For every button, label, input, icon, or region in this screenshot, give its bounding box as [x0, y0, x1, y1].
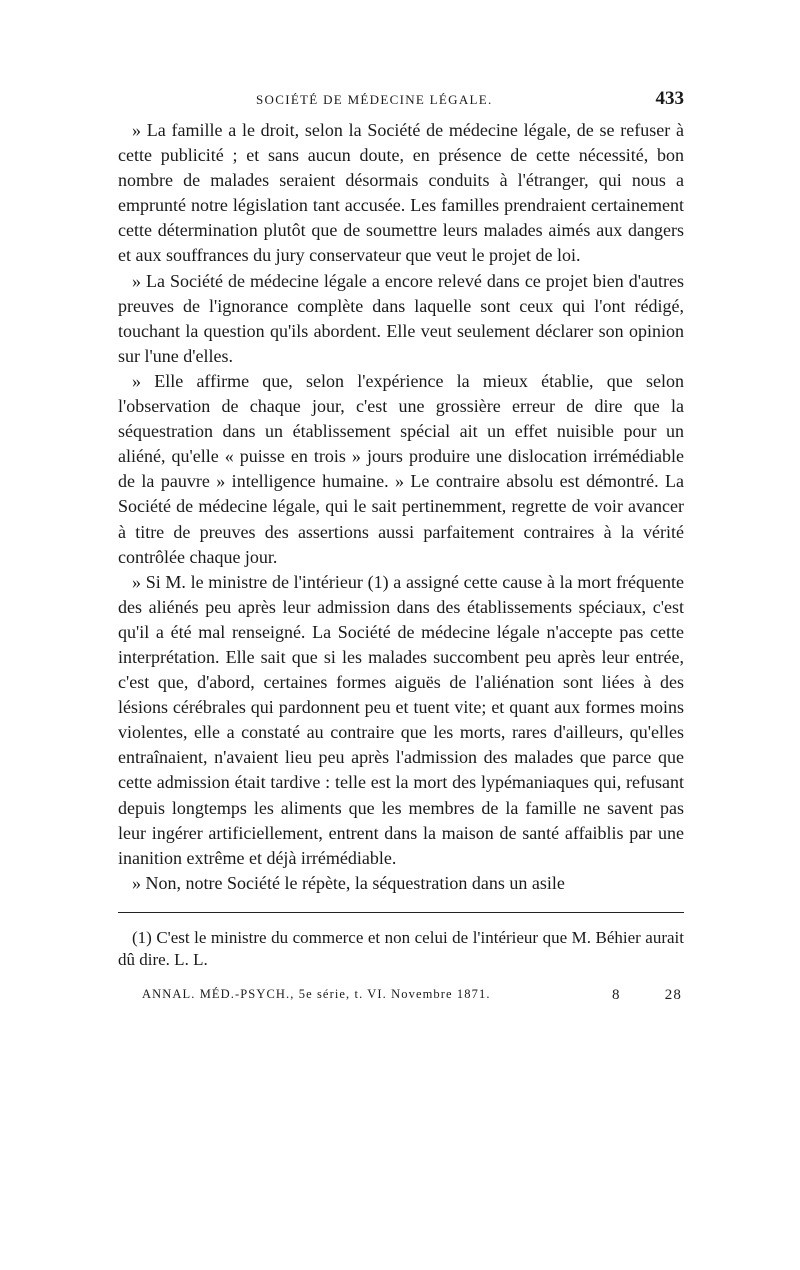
paragraph: » Elle affirme que, selon l'expérience la mieux établie, que selon l'observation de chaque jour, c'est une grossière erreur de dire que la séquestration dans un établissement spécial ait un effet nuisible pour un aliéné, qu'elle « puisse en trois » jours produire une dislocation irrémédiable de la pauvre » intelligence humaine. » Le contraire absolu est démontré. La Société de médecine légale, qui le sait pertinemment, regrette de voir avancer à titre de preuves des assertions aussi parfaitement contraires à la vérité contrôlée chaque jour. — [118, 370, 684, 567]
footnote-divider — [118, 912, 684, 913]
paragraph: » Si M. le ministre de l'intérieur (1) a assigné cette cause à la mort fréquente des aliénés peu après leur admission dans des établissements spéciaux, c'est qu'il a été mal renseigné. La Société de médecine légale n'accepte pas cette interprétation. Elle sait que si les malades succombent peu après leur entrée, c'est que, d'abord, certaines formes aiguës de l'aliénation sont liées à des lésions cérébrales qui pardonnent peu et tuent vite; et quant aux formes moins violentes, elle a constaté au contraire que les morts, rares d'ailleurs, qu'elles entraînaient, n'avaient lieu peu après l'admission des malades que parce que cette admission était tardive : telle est la mort des lypémaniaques qui, refusant depuis longtemps les aliments que les membres de la famille ne savent pas leur ingérer artificiellement, entrent dans la maison de santé affaiblis par une inanition extrême et déjà irrémédiable. — [118, 571, 684, 868]
signature-line — [118, 987, 684, 1007]
document-page — [118, 88, 684, 1007]
footnote: (1) C'est le ministre du commerce et non celui de l'intérieur que M. Béhier aurait dû dire. L. L. — [118, 927, 684, 969]
journal-signature: ANNAL. MÉD.-PSYCH., 5e série, t. VI. Novembre 1871. — [142, 986, 491, 1001]
signature-page: 28 — [664, 986, 682, 1003]
running-title: SOCIÉTÉ DE MÉDECINE LÉGALE. — [256, 92, 493, 107]
paragraph: » La famille a le droit, selon la Société de médecine légale, de se refuser à cette publicité ; et sans aucun doute, en présence de cette nécessité, bon nombre de malades seraient désormais conduits à l'étranger, qui nous a emprunté notre législation tant accusée. Les familles prendraient certainement cette détermination plutôt que de soumettre leurs malades aimés aux dangers et aux souffrances du jury conservateur que veut le projet de loi. — [118, 120, 684, 266]
sheet-number: 8 — [612, 986, 621, 1003]
body-text — [118, 118, 684, 896]
running-header — [118, 88, 684, 118]
paragraph: » Non, notre Société le répète, la séquestration dans un asile — [132, 872, 565, 893]
paragraph: » La Société de médecine légale a encore relevé dans ce projet bien d'autres preuves de l'ignorance complète dans laquelle sont ceux qui l'ont rédigé, touchant la question qu'ils abordent. Elle veut seulement déclarer son opinion sur l'une d'elles. — [118, 270, 684, 366]
page-number: 433 — [655, 88, 684, 109]
